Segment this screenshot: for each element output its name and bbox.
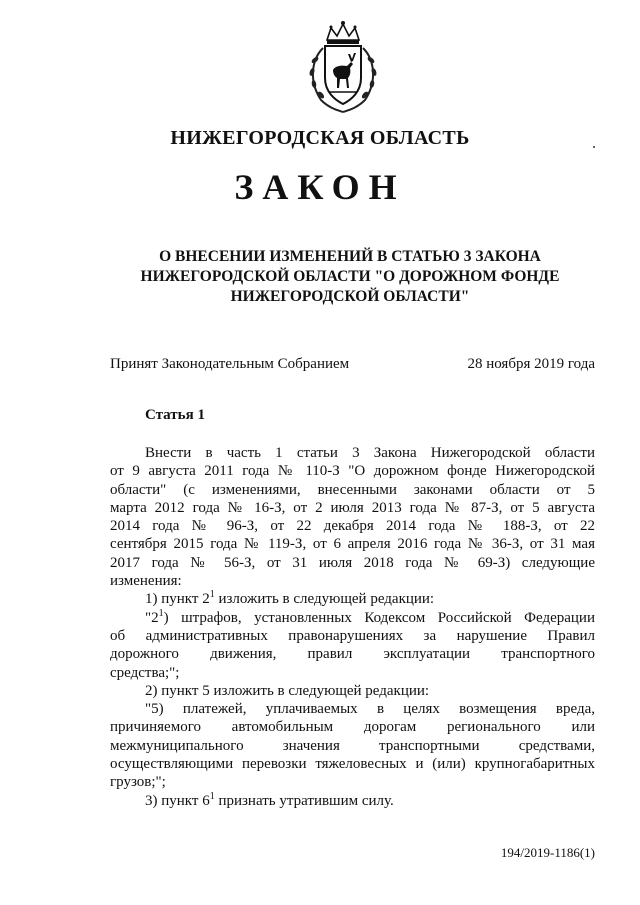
superscript: 1: [209, 790, 215, 802]
item-1-quote-line: [110, 609, 595, 627]
article-body: [110, 444, 595, 810]
law-title-line: НИЖЕГОРОДСКОЙ ОБЛАСТИ "О ДОРОЖНОМ ФОНДЕ: [140, 268, 560, 285]
article-heading: Статья 1: [145, 407, 205, 423]
body-line: от 9 августа 2011 года № 110-З "О дорожном фонде Нижегородской: [110, 463, 595, 480]
quote-text: "2: [145, 609, 159, 626]
item-1-intro-text: изложить в следующей редакции:: [214, 591, 435, 608]
adoption-date: 28 ноября 2019 года: [467, 356, 595, 372]
item-2-quote-line: осуществляющими перевозки тяжеловесных и (или) крупногабаритных: [110, 756, 595, 773]
item-2-intro: 2) пункт 5 изложить в следующей редакции:: [145, 682, 430, 699]
body-line: марта 2012 года № 16-З, от 2 июля 2013 года № 87-З, от 5 августа: [110, 499, 595, 516]
item-3-text: 3) пункт 6: [145, 792, 210, 809]
body-line: 2017 года № 56-З, от 31 июля 2018 года № 69-З) следующие: [110, 554, 595, 571]
superscript: 1: [209, 589, 215, 601]
law-title-line: НИЖЕГОРОДСКОЙ ОБЛАСТИ": [230, 288, 470, 305]
item-3-text: признать утратившим силу.: [214, 792, 394, 809]
coat-of-arms-emblem: [303, 20, 383, 116]
superscript: 1: [158, 607, 164, 619]
adopted-by: Принят Законодательным Собранием: [110, 356, 350, 372]
document-number: 194/2019-1186(1): [500, 845, 595, 860]
item-1-quote-line: об административных правонарушениях за нарушение Правил: [110, 627, 595, 644]
body-line: сентября 2015 года № 119-З, от 6 апреля 2016 года № 36-З, от 31 мая: [110, 536, 595, 553]
law-title: [110, 247, 590, 307]
scan-speck: [593, 146, 595, 148]
item-2-quote-line: "5) платежей, уплачиваемых в целях возмещения вреда,: [145, 701, 595, 718]
document-type-heading: ЗАКОН: [234, 167, 406, 207]
body-line: области" (с изменениями, внесенными законами области от 5: [110, 481, 595, 498]
body-line: 2014 года № 96-З, от 22 декабря 2014 года № 188-З, от 22: [110, 518, 595, 535]
item-1-quote-line: средства;";: [110, 664, 180, 681]
item-1-intro-text: 1) пункт 2: [145, 591, 210, 608]
item-2-quote-line: причиняемого автомобильным дорогам регионального или: [110, 719, 595, 736]
body-line: Внести в часть 1 статьи 3 Закона Нижегородской области: [145, 445, 595, 461]
body-line: изменения:: [110, 573, 182, 590]
item-2-quote-line: межмуниципального значения транспортными средствами,: [110, 737, 595, 754]
region-name: НИЖЕГОРОДСКАЯ ОБЛАСТЬ: [170, 127, 470, 149]
item-2-quote-line: грузов;";: [110, 774, 166, 791]
item-1-intro: [110, 590, 595, 608]
item-3: [110, 792, 595, 810]
item-1-quote-line: дорожного движения, правил эксплуатации транспортного: [110, 646, 595, 663]
law-title-line: О ВНЕСЕНИИ ИЗМЕНЕНИЙ В СТАТЬЮ 3 ЗАКОНА: [159, 248, 541, 265]
quote-text: ) штрафов, установленных Кодексом Российской Федерации: [163, 609, 595, 626]
